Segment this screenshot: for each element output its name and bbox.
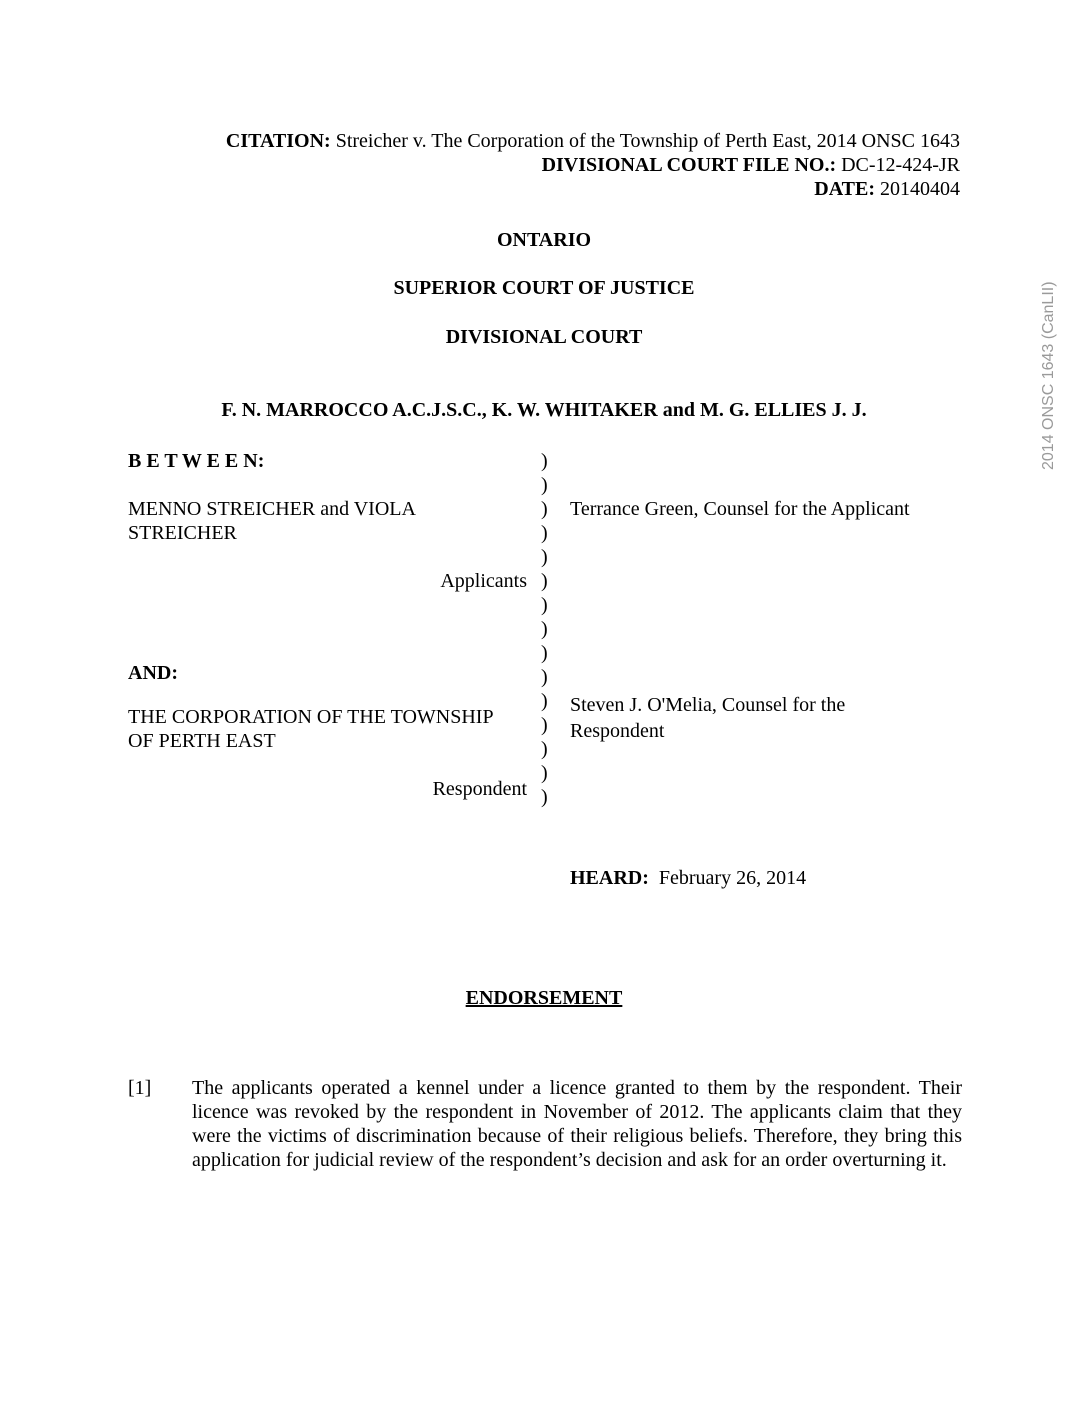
between-label: B E T W E E N: (128, 450, 265, 472)
applicant-role: Applicants (440, 570, 527, 592)
paren: ) (541, 714, 548, 736)
respondent-names-line2: OF PERTH EAST (128, 730, 276, 752)
paren: ) (541, 666, 548, 688)
citation-line (226, 129, 960, 153)
respondent-names-line1: THE CORPORATION OF THE TOWNSHIP (128, 706, 494, 728)
paren: ) (541, 618, 548, 640)
date-line (814, 177, 960, 201)
respondent-counsel-line2: Respondent (570, 720, 665, 742)
date-label: DATE: (814, 178, 875, 200)
applicant-names-line1: MENNO STREICHER and VIOLA (128, 498, 416, 520)
applicant-names-line2: STREICHER (128, 522, 237, 544)
heard-line (570, 866, 806, 890)
paren: ) (541, 474, 548, 496)
applicant-counsel: Terrance Green, Counsel for the Applicant (570, 498, 910, 520)
paren: ) (541, 546, 548, 568)
respondent-role: Respondent (432, 778, 527, 800)
endorsement-heading: ENDORSEMENT (465, 987, 623, 1009)
and-label: AND: (128, 662, 178, 684)
paren: ) (541, 522, 548, 544)
paragraph-number: [1] (128, 1077, 152, 1099)
province-heading: ONTARIO (496, 229, 592, 251)
division-heading: DIVISIONAL COURT (445, 326, 643, 348)
paren: ) (541, 498, 548, 520)
heard-date: February 26, 2014 (658, 867, 807, 889)
judges-line: F. N. MARROCCO A.C.J.S.C., K. W. WHITAKER and M. G. ELLIES J. J. (221, 399, 867, 421)
heard-label: HEARD: (570, 867, 649, 889)
court-name-heading: SUPERIOR COURT OF JUSTICE (393, 277, 695, 299)
paren: ) (541, 642, 548, 664)
paren: ) (541, 594, 548, 616)
paren: ) (541, 738, 548, 760)
paren: ) (541, 762, 548, 784)
paren: ) (541, 570, 548, 592)
paragraph-text: The applicants operated a kennel under a licence granted to them by the respondent. Their licence was revoked by the respondent in November of 2012. The applicants claim that they were the victims of discrimination because of their religious beliefs. Therefore, they bring this application for judicial review of the respondent’s decision and ask for an order overturning it. (192, 1077, 962, 1171)
date-value: 20140404 (880, 178, 960, 200)
citation-value: Streicher v. The Corporation of the Township of Perth East, 2014 ONSC 1643 (335, 130, 960, 152)
file-number-label: DIVISIONAL COURT FILE NO.: (541, 154, 837, 176)
file-number-line (542, 153, 960, 177)
respondent-counsel-line1: Steven J. O'Melia, Counsel for the (570, 694, 846, 716)
citation-label: CITATION: (225, 130, 331, 152)
file-number-value: DC-12-424-JR (841, 154, 960, 176)
paren: ) (541, 786, 548, 808)
paren: ) (541, 690, 548, 712)
paren: ) (541, 450, 548, 472)
canlii-watermark: 2014 ONSC 1643 (CanLII) (1040, 281, 1057, 470)
